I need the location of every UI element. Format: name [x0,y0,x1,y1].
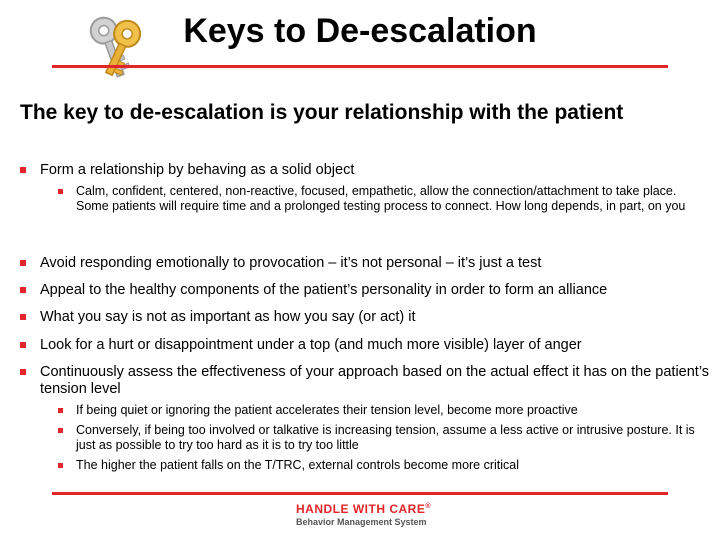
sub-bullet-item: If being quiet or ignoring the patient accelerates their tension level, become more proactive [58,403,698,418]
bullet-marker-icon [20,342,26,348]
slide-heading: The key to de-escalation is your relationship with the patient [20,101,624,124]
bullet-item: What you say is not as important as how you say (or act) it [20,309,696,326]
slide-title: Keys to De-escalation [183,12,537,50]
bullet-marker-icon [20,369,26,375]
bullet-marker-icon [58,189,63,194]
bullet-item: Avoid responding emotionally to provocation – it’s not personal – it’s just a test [20,255,696,272]
logo-subtitle: Behavior Management System [296,517,427,527]
title-divider [52,65,668,68]
footer-divider [52,492,668,495]
sub-bullet-item: The higher the patient falls on the T/TRC, external controls become more critical [58,458,698,473]
bullet-item: Continuously assess the effectiveness of your approach based on the actual effect it has on the patient’s tension level [20,364,710,398]
bullet-item: Form a relationship by behaving as a solid object [20,162,696,179]
bullet-marker-icon [58,428,63,433]
bullet-marker-icon [20,260,26,266]
bullet-marker-icon [20,314,26,320]
bullet-item: Look for a hurt or disappointment under a top (and much more visible) layer of anger [20,337,696,354]
bullet-marker-icon [58,408,63,413]
bullet-marker-icon [20,287,26,293]
bullet-marker-icon [20,167,26,173]
sub-bullet-item: Calm, confident, centered, non-reactive, focused, empathetic, allow the connection/attachment to take place. Some patients will require time and a prolonged testing process to connect. How long depends, in part, on you [58,184,698,214]
logo-main-text: HANDLE WITH CARE® [296,502,431,516]
bullet-marker-icon [58,463,63,468]
sub-bullet-item: Conversely, if being too involved or talkative is increasing tension, assume a less active or intrusive posture. It is just as possible to try too hard as it is to try too little [58,423,703,453]
handle-with-care-logo [296,502,456,532]
bullet-item: Appeal to the healthy components of the patient’s personality in order to form an alliance [20,282,696,299]
